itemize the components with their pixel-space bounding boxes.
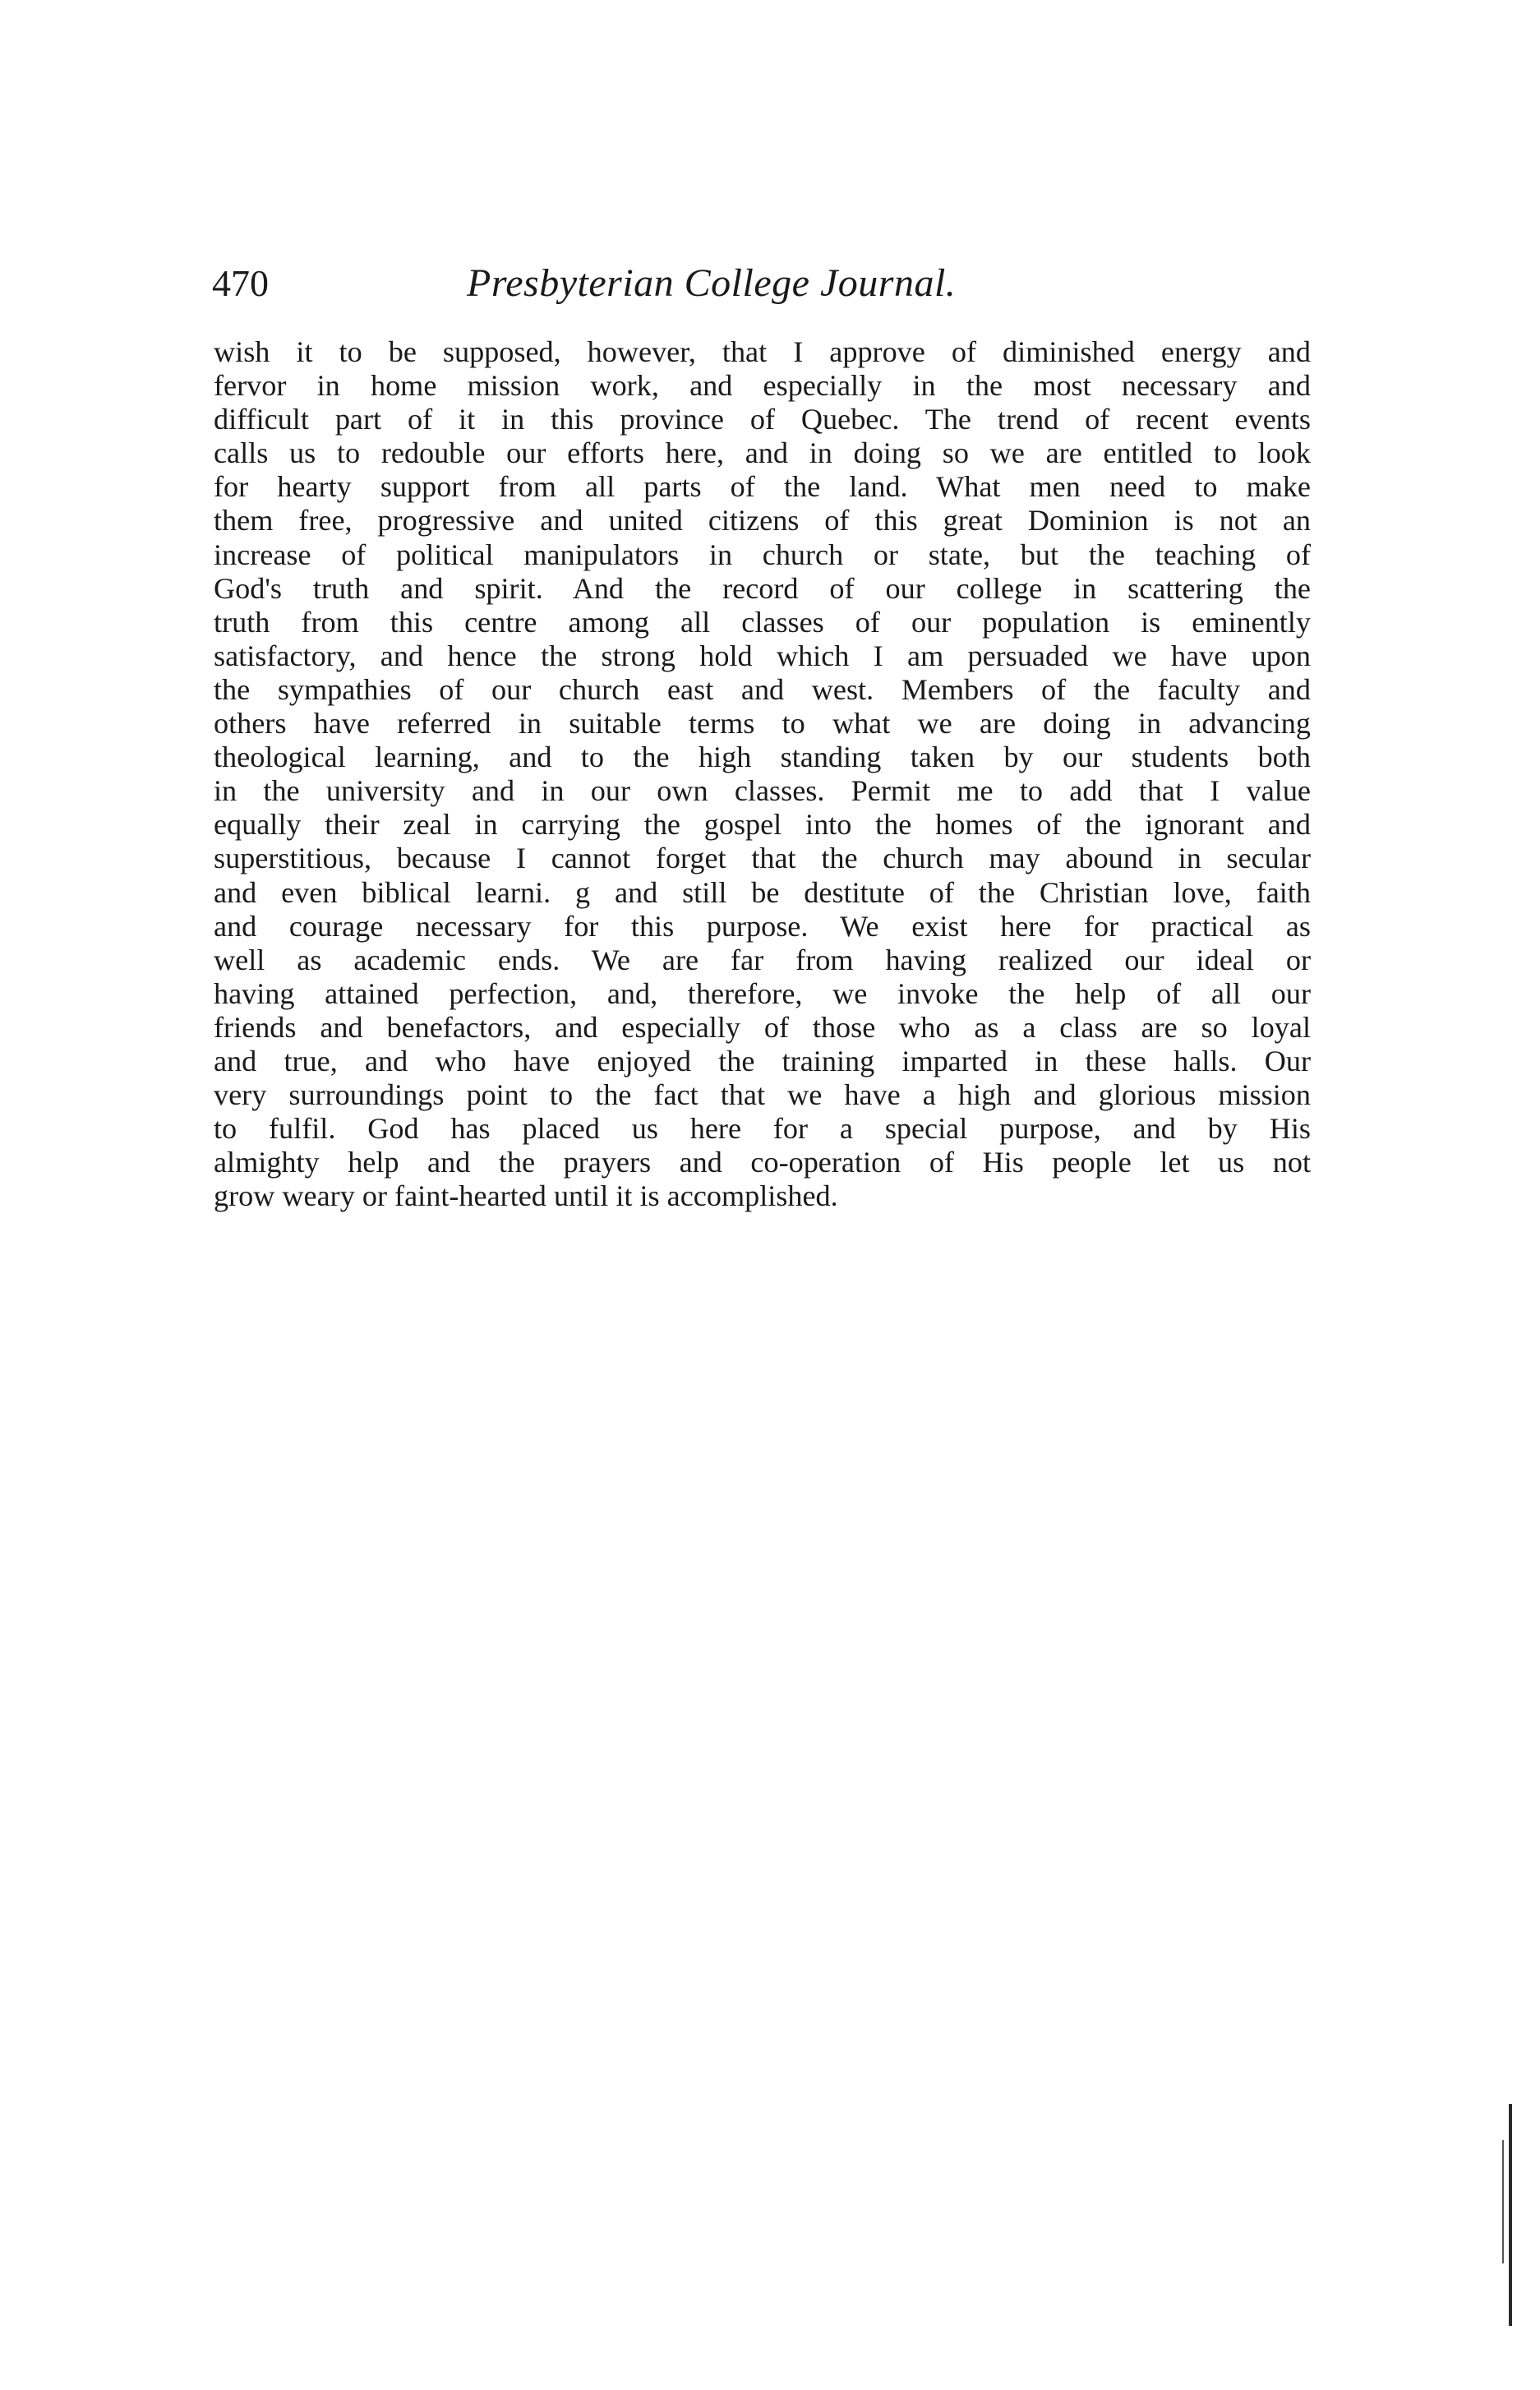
- text-line: superstitious, because I cannot forget that the church may abound in secular: [214, 842, 1311, 875]
- text-line: others have referred in suitable terms to what we are doing in advancing: [214, 707, 1311, 741]
- text-line: friends and benefactors, and especially of those who as a class are so loyal: [214, 1010, 1311, 1044]
- scan-margin-mark: [1502, 2140, 1504, 2263]
- scan-margin-mark: [1509, 2104, 1512, 2326]
- text-line: satisfactory, and hence the strong hold which I am persuaded we have upon: [214, 639, 1311, 672]
- text-line: very surroundings point to the fact that we have a high and glorious mission: [214, 1078, 1311, 1112]
- page-header: [212, 255, 1315, 312]
- running-title: Presbyterian College Journal.: [467, 261, 957, 305]
- text-line: in the university and in our own classes. Permit me to add that I value: [214, 774, 1311, 808]
- text-line: for hearty support from all parts of the land. What men need to make: [214, 470, 1311, 504]
- text-line: calls us to redouble our efforts here, and in doing so we are entitled to look: [214, 436, 1311, 470]
- text-line: God's truth and spirit. And the record of our college in scattering the: [214, 571, 1311, 605]
- text-line: having attained perfection, and, therefore, we invoke the help of all our: [214, 976, 1311, 1010]
- text-line: well as academic ends. We are far from having realized our ideal or: [214, 943, 1311, 976]
- text-line: the sympathies of our church east and west. Members of the faculty and: [214, 672, 1311, 706]
- body-paragraph: [214, 335, 1311, 1213]
- text-line: equally their zeal in carrying the gospel into the homes of the ignorant and: [214, 808, 1311, 842]
- text-line: theological learning, and to the high standing taken by our students both: [214, 741, 1311, 774]
- text-line: and courage necessary for this purpose. We exist here for practical as: [214, 909, 1311, 943]
- text-line: wish it to be supposed, however, that I approve of diminished energy and: [214, 335, 1311, 368]
- page-number: 470: [212, 262, 269, 304]
- text-line: difficult part of it in this province of Quebec. The trend of recent events: [214, 403, 1311, 436]
- text-line: them free, progressive and united citizens of this great Dominion is not an: [214, 504, 1311, 538]
- text-line: increase of political manipulators in church or state, but the teaching of: [214, 538, 1311, 571]
- text-line: and even biblical learni. g and still be destitute of the Christian love, faith: [214, 875, 1311, 909]
- text-line: truth from this centre among all classes of our population is eminently: [214, 605, 1311, 639]
- text-line: and true, and who have enjoyed the training imparted in these halls. Our: [214, 1044, 1311, 1077]
- text-line: to fulfil. God has placed us here for a special purpose, and by His: [214, 1112, 1311, 1146]
- text-line: almighty help and the prayers and co-operation of His people let us not: [214, 1146, 1311, 1179]
- text-line: grow weary or faint-hearted until it is accomplished.: [214, 1179, 838, 1213]
- text-line: fervor in home mission work, and especially in the most necessary and: [214, 369, 1311, 403]
